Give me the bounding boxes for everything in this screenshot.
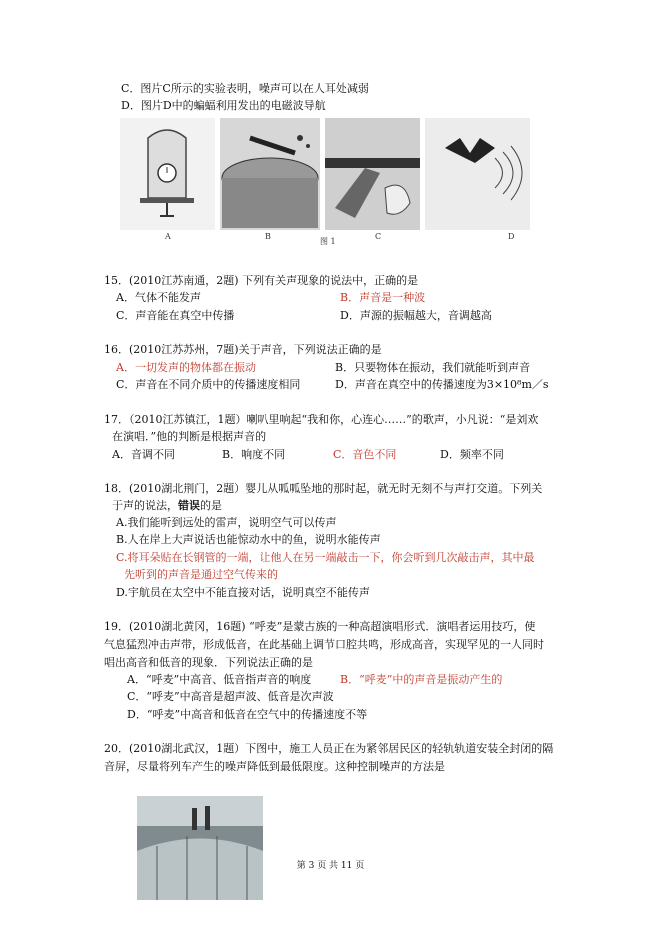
figure-label-b: B bbox=[265, 232, 271, 241]
q19-option-c: C．“呼麦”中高音是超声波、低音是次声波 bbox=[127, 690, 334, 703]
q18-stem-part2: 的是 bbox=[200, 499, 222, 512]
bat-image bbox=[425, 118, 530, 230]
q16-stem: 16．(2010江苏苏州，7题)关于声音，下列说法正确的是 bbox=[104, 343, 382, 356]
q17-option-b: B．响度不同 bbox=[222, 448, 286, 461]
q19-option-a: A．“呼麦”中高音、低音指声音的响度 bbox=[127, 673, 312, 686]
q16-option-b: B．只要物体在振动，我们就能听到声音 bbox=[335, 361, 531, 374]
figure-caption: 图 1 bbox=[320, 237, 336, 246]
q18-option-c-line1: C.将耳朵贴在长钢管的一端，让他人在另一端敲击一下，你会听到几次敲击声，其中最 bbox=[116, 551, 535, 564]
q19-option-d: D．“呼麦”中高音和低音在空气中的传播速度不等 bbox=[127, 708, 368, 721]
drum-image bbox=[220, 118, 320, 230]
q18-option-b: B.人在岸上大声说话也能惊动水中的鱼，说明水能传声 bbox=[116, 533, 381, 546]
figure-1 bbox=[120, 118, 530, 248]
q19-stem-line2: 气息猛烈冲击声带，形成低音，在此基础上调节口腔共鸣，形成高音，实现罕见的一人同时 bbox=[104, 638, 544, 651]
q15-option-b: B．声音是一种波 bbox=[340, 291, 426, 304]
q19-stem-line3: 唱出高音和低音的现象．下列说法正确的是 bbox=[104, 656, 313, 669]
q18-stem-part1: 于声的说法， bbox=[112, 499, 178, 512]
q18-option-a: A.我们能听到远处的雷声，说明空气可以传声 bbox=[116, 516, 337, 529]
q19-option-b: B．“呼麦”中的声音是振动产生的 bbox=[340, 673, 503, 686]
q18-stem-line2 bbox=[112, 499, 222, 513]
q17-stem-line2: 在演唱．”他的判断是根据声音的 bbox=[112, 430, 267, 443]
q15-stem: 15．(2010江苏南通，2题) 下列有关声现象的说法中，正确的是 bbox=[104, 274, 419, 287]
q18-stem-emphasis: 错误 bbox=[178, 499, 200, 512]
q16-option-c: C．声音在不同介质中的传播速度相同 bbox=[116, 378, 301, 391]
q17-option-a: A．音调不同 bbox=[112, 448, 175, 461]
q15-option-a: A．气体不能发声 bbox=[116, 291, 201, 304]
q15-option-d: D．声源的振幅越大，音调越高 bbox=[340, 309, 492, 322]
figure-label-d: D bbox=[508, 232, 515, 241]
q16-option-d: D．声音在真空中的传播速度为3×10⁸m／s bbox=[335, 378, 549, 391]
prev-option-d: D．图片D中的蝙蝠利用发出的电磁波导航 bbox=[121, 99, 326, 112]
ear-image bbox=[325, 118, 420, 230]
construction-photo bbox=[137, 796, 263, 900]
q19-stem-line1: 19．(2010湖北黄冈，16题) “呼麦”是蒙古族的一种高超演唱形式．演唱者运用技巧，使 bbox=[104, 620, 536, 633]
prev-option-c: C．图片C所示的实验表明，噪声可以在人耳处减弱 bbox=[121, 82, 369, 95]
figure-label-c: C bbox=[375, 232, 382, 241]
bell-jar-image bbox=[120, 118, 215, 230]
q17-option-c: C．音色不同 bbox=[333, 448, 397, 461]
q16-option-a: A．一切发声的物体都在振动 bbox=[116, 361, 256, 374]
q18-option-c-line2: 先听到的声音是通过空气传来的 bbox=[124, 568, 278, 581]
q18-stem-line1: 18．(2010湖北荆门，2题）婴儿从呱呱坠地的那时起，就无时无刻不与声打交道。下列关 bbox=[104, 482, 543, 495]
page-footer: 第 3 页 共 11 页 bbox=[296, 861, 365, 871]
q17-option-d: D．频率不同 bbox=[440, 448, 504, 461]
figure-label-a: A bbox=[165, 232, 171, 241]
q18-option-d: D.宇航员在太空中不能直接对话，说明真空不能传声 bbox=[116, 586, 370, 599]
q20-stem-line2: 音屏，尽量将列车产生的噪声降低到最低限度。这种控制噪声的方法是 bbox=[104, 760, 445, 773]
q20-stem-line1: 20．(2010湖北武汉，1题）下图中，施工人员正在为紧邻居民区的轻轨轨道安装全封闭的隔 bbox=[104, 742, 554, 755]
q15-option-c: C．声音能在真空中传播 bbox=[116, 309, 235, 322]
q17-stem-line1: 17．（2010江苏镇江，1题）喇叭里响起“我和你，心连心……”的歌声，小凡说：“是刘欢 bbox=[104, 413, 539, 426]
